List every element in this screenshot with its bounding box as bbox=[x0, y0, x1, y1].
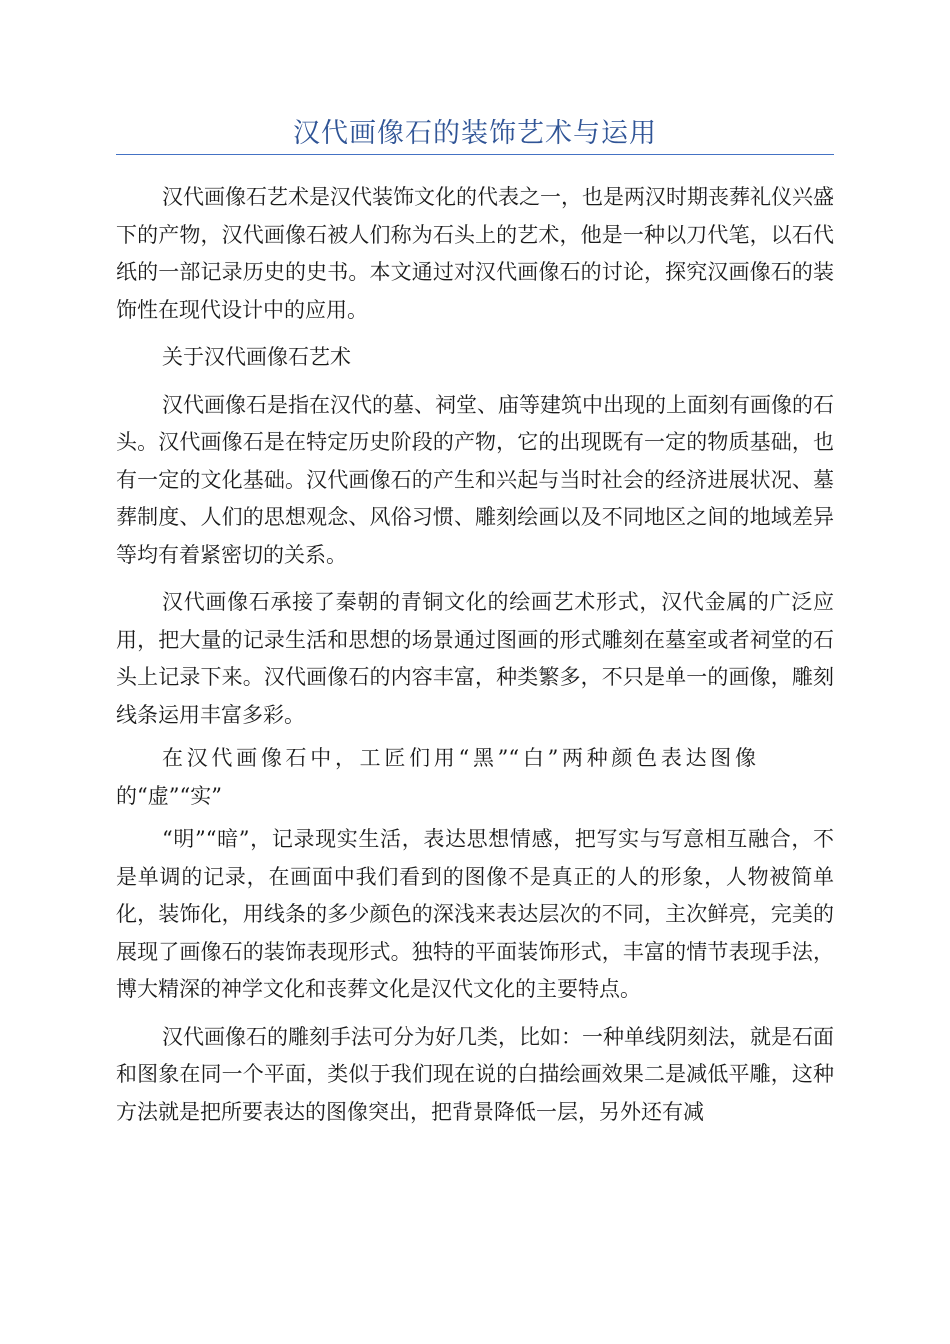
document-title: 汉代画像石的装饰艺术与运用 bbox=[293, 118, 657, 149]
paragraph-intro: 汉代画像石艺术是汉代装饰文化的代表之一，也是两汉时期丧葬礼仪兴盛下的产物，汉代画像石被人们称为石头上的艺术，他是一种以刀代笔，以石代纸的一部记录历史的史书。本文通过对汉代画像石的讨论，探究汉画像石的装饰性在现代设计中的应用。 bbox=[116, 185, 834, 322]
document-page bbox=[116, 0, 834, 1141]
paragraph-black-white: 在汉代画像石中，工匠们用“黑”“白”两种颜色表达图像的“虚”“实” bbox=[116, 746, 756, 808]
paragraph-definition: 汉代画像石是指在汉代的墓、祠堂、庙等建筑中出现的上面刻有画像的石头。汉代画像石是在特定历史阶段的产物，它的出现既有一定的物质基础，也有一定的文化基础。汉代画像石的产生和兴起与当时社会的经济进展状况、墓葬制度、人们的思想观念、风俗习惯、雕刻绘画以及不同地区之间的地域差异等均有着紧密切的关系。 bbox=[116, 392, 834, 567]
section-heading: 关于汉代画像石艺术 bbox=[162, 345, 351, 369]
paragraph-light-dark: “明”“暗”，记录现实生活，表达思想情感，把写实与写意相互融合，不是单调的记录，在画面中我们看到的图像不是真正的人的形象，人物被简单化，装饰化，用线条的多少颜色的深浅来表达层次的不同，主次鲜亮，完美的展现了画像石的装饰表现形式。独特的平面装饰形式，丰富的情节表现手法，博大精深的神学文化和丧葬文化是汉代文化的主要特点。 bbox=[116, 827, 834, 1001]
paragraph-carving-methods: 汉代画像石的雕刻手法可分为好几类，比如：一种单线阴刻法，就是石面和图象在同一个平面，类似于我们现在说的白描绘画效果二是减低平雕，这种方法就是把所要表达的图像突出，把背景降低一层，另外还有减 bbox=[116, 1024, 834, 1124]
document-body bbox=[116, 179, 834, 1131]
paragraph-inheritance: 汉代画像石承接了秦朝的青铜文化的绘画艺术形式，汉代金属的广泛应用，把大量的记录生活和思想的场景通过图画的形式雕刻在墓室或者祠堂的石头上记录下来。汉代画像石的内容丰富，种类繁多，不只是单一的画像，雕刻线条运用丰富多彩。 bbox=[116, 590, 834, 727]
title-underline bbox=[116, 154, 834, 155]
